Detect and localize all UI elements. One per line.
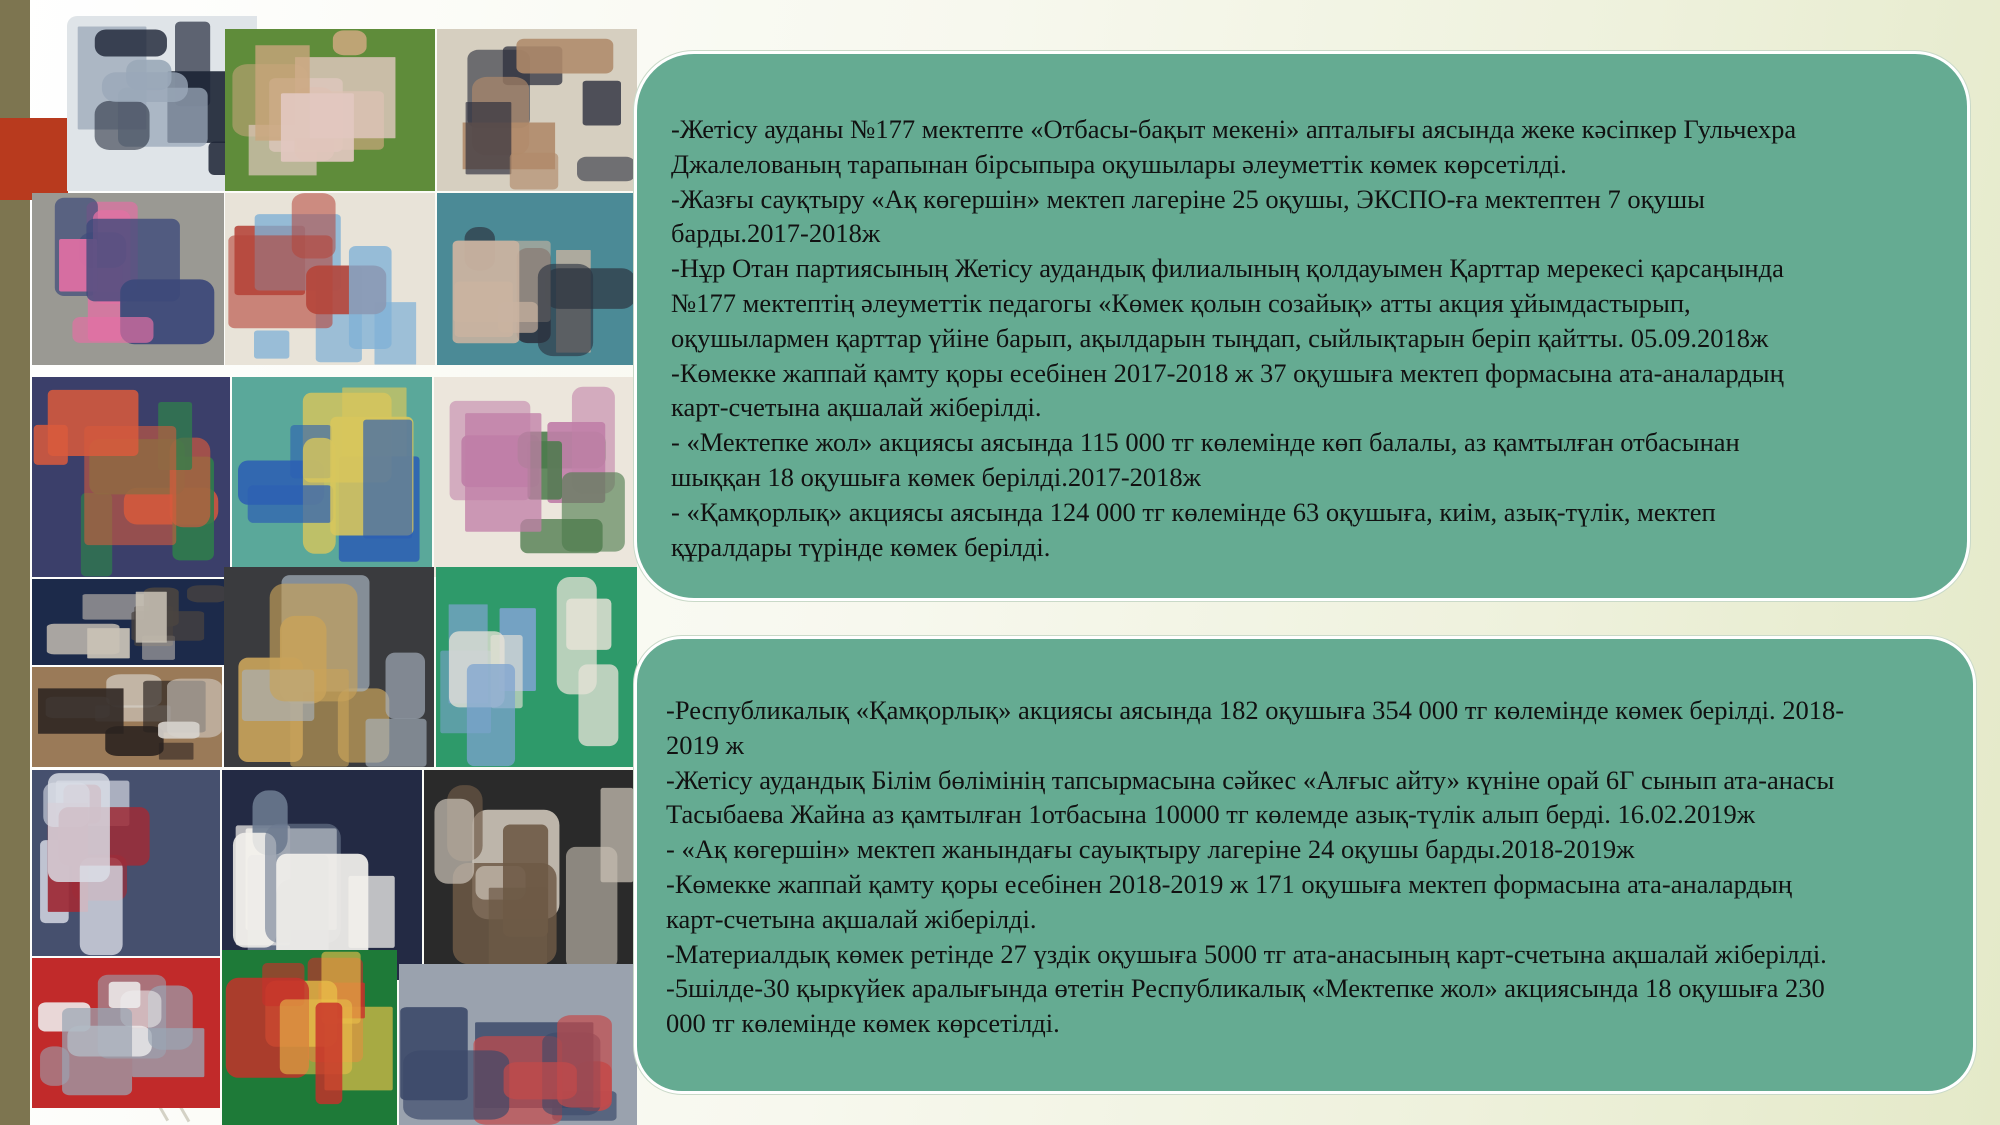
photo-2 [225,29,435,191]
panel-text-line: құралдары түрінде көмек берілді. [671,531,1051,562]
photo-7 [32,377,230,577]
panel-text-line: барды.2017-2018ж [671,218,881,249]
photo-13 [436,567,637,767]
panel-text-line: Джалелованың тарапынан бірсыпыра оқушылары әлеуметтік көмек көрсетілді. [671,148,1567,179]
panel-text-line: 000 тг көлемінде көмек көрсетілді. [666,1008,1060,1039]
panel-text-line: - «Мектепке жол» акциясы аясында 115 000 тг көлемінде көп балалы, аз қамтылған отбасынан [671,427,1740,458]
panel-text-line: -Жетісу ауданы №177 мектепте «Отбасы-бақыт мекені» апталығы аясында жеке кәсіпкер Гульчехра [671,114,1797,144]
text-panel-top [634,51,1970,601]
panel-text-line: №177 мектептің әлеуметтік педагогы «Көмек қолын созайық» атты акция ұйымдастырып, [671,287,1691,318]
panel-text-line: карт-счетына ақшалай жіберілді. [666,903,1037,934]
panel-text-line: -Республикалық «Қамқорлық» акциясы аясында 182 оқушыға 354 000 тг көлемінде көмек берілді. 2018- [666,695,1845,725]
photo-12 [224,567,434,767]
photo-3 [437,29,637,191]
photo-9 [434,377,637,577]
photo-8 [232,377,432,577]
panel-text-line: -Жазғы сауқтыру «Ақ көгершін» мектеп лагеріне 25 оқушы, ЭКСПО-ға мектептен 7 оқушы [671,183,1705,214]
panel-text-line: карт-счетына ақшалай жіберілді. [671,392,1042,423]
photo-18 [222,950,397,1125]
photo-collage [32,16,637,1125]
photo-10 [32,579,230,665]
photo-11 [32,667,222,767]
panel-text-line: -Материалдық көмек ретінде 27 үздік оқушыға 5000 тг ата-анасының карт-счетына ақшалай жіберілді. [666,938,1827,969]
panel-text-line: -Нұр Отан партиясының Жетісу аудандық филиалының қолдауымен Қарттар мерекесі қарсаңында [671,253,1784,284]
photo-17 [32,958,220,1108]
panel-text-line: 2019 ж [666,729,744,760]
photo-6 [437,193,637,365]
panel-text-line: -5шілде-30 қыркүйек аралығында өтетін Республикалық «Мектепке жол» акциясында 18 оқушыға 230 [666,973,1825,1004]
panel-bottom-text [666,693,1981,1041]
panel-text-line: оқушылармен қарттар үйіне барып, ақылдарын тыңдап, сыйлықтарын беріп қайтты. 05.09.2018ж [671,322,1769,353]
photo-14 [32,770,220,956]
panel-text-line: шыққан 18 оқушыға көмек берілді.2017-2018ж [671,461,1201,492]
photo-4 [32,193,224,365]
photo-19 [399,964,637,1125]
photo-16 [424,770,637,980]
photo-15 [222,770,422,980]
panel-text-line: Тасыбаева Жайна аз қамтылған 1отбасына 10000 тг көлемде азық-түлік алып берді. 16.02.2019ж [666,799,1756,830]
panel-text-line: -Көмекке жаппай қамту қоры есебінен 2017-2018 ж 37 оқушыға мектеп формасына ата-аналардың [671,357,1784,388]
panel-text-line: - «Ақ көгершін» мектеп жанындағы сауықтыру лагеріне 24 оқушы барды.2018-2019ж [666,834,1635,865]
photo-5 [225,193,435,365]
panel-text-line: - «Қамқорлық» акциясы аясында 124 000 тг көлемінде 63 оқушыға, киім, азық-түлік, мектеп [671,496,1716,527]
panel-top-text [671,112,1951,564]
text-panel-bottom [634,636,1976,1094]
panel-text-line: -Жетісу аудандық Білім бөлімінің тапсырмасына сәйкес «Алғыс айту» күніне орай 6Г сынып ата-анасы [666,764,1835,795]
panel-text-line: -Көмекке жаппай қамту қоры есебінен 2018-2019 ж 171 оқушыға мектеп формасына ата-аналардың [666,868,1793,899]
